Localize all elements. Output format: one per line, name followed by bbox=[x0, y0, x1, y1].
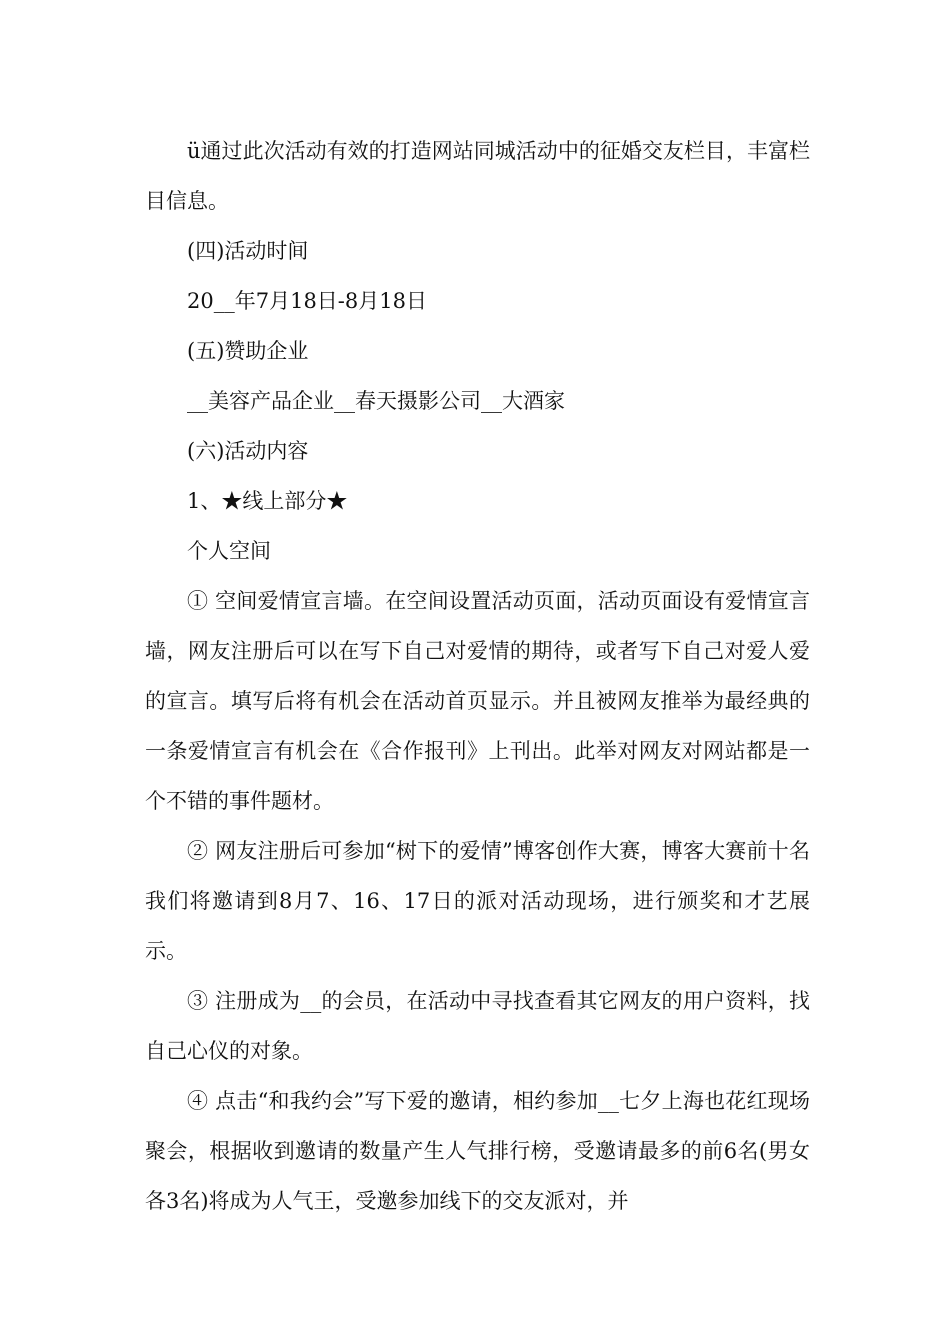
document-body bbox=[145, 126, 810, 1226]
heading-activity-time: (四)活动时间 bbox=[187, 239, 309, 263]
paragraph-item-1: ① 空间爱情宣言墙。在空间设置活动页面，活动页面设有爱情宣言墙，网友注册后可以在写下自己对爱情的期待，或者写下自己对爱人爱的宣言。填写后将有机会在活动首页显示。并且被网友推举为最经典的一条爱情宣言有机会在《合作报刊》上刊出。此举对网友对网站都是一个不错的事件题材。 bbox=[145, 589, 810, 813]
paragraph-goal: ü通过此次活动有效的打造网站同城活动中的征婚交友栏目，丰富栏目信息。 bbox=[145, 139, 810, 213]
paragraph-sponsor-list: __美容产品企业__春天摄影公司__大酒家 bbox=[187, 389, 565, 413]
paragraph-activity-dates: 20__年7月18日-8月18日 bbox=[187, 289, 427, 313]
heading-activity-content: (六)活动内容 bbox=[187, 439, 309, 463]
heading-sponsors: (五)赞助企业 bbox=[187, 339, 309, 363]
heading-personal-space: 个人空间 bbox=[187, 539, 271, 563]
heading-online-part: 1、★线上部分★ bbox=[187, 489, 348, 513]
paragraph-item-4: ④ 点击“和我约会”写下爱的邀请，相约参加__七夕上海也花红现场聚会，根据收到邀请的数量产生人气排行榜，受邀请最多的前6名(男女各3名)将成为人气王，受邀参加线下的交友派对，并 bbox=[145, 1089, 810, 1213]
paragraph-item-3: ③ 注册成为__的会员，在活动中寻找查看其它网友的用户资料，找自己心仪的对象。 bbox=[145, 989, 810, 1063]
paragraph-item-2: ② 网友注册后可参加“树下的爱情”博客创作大赛，博客大赛前十名我们将邀请到8月7、16、17日的派对活动现场，进行颁奖和才艺展示。 bbox=[145, 839, 810, 963]
